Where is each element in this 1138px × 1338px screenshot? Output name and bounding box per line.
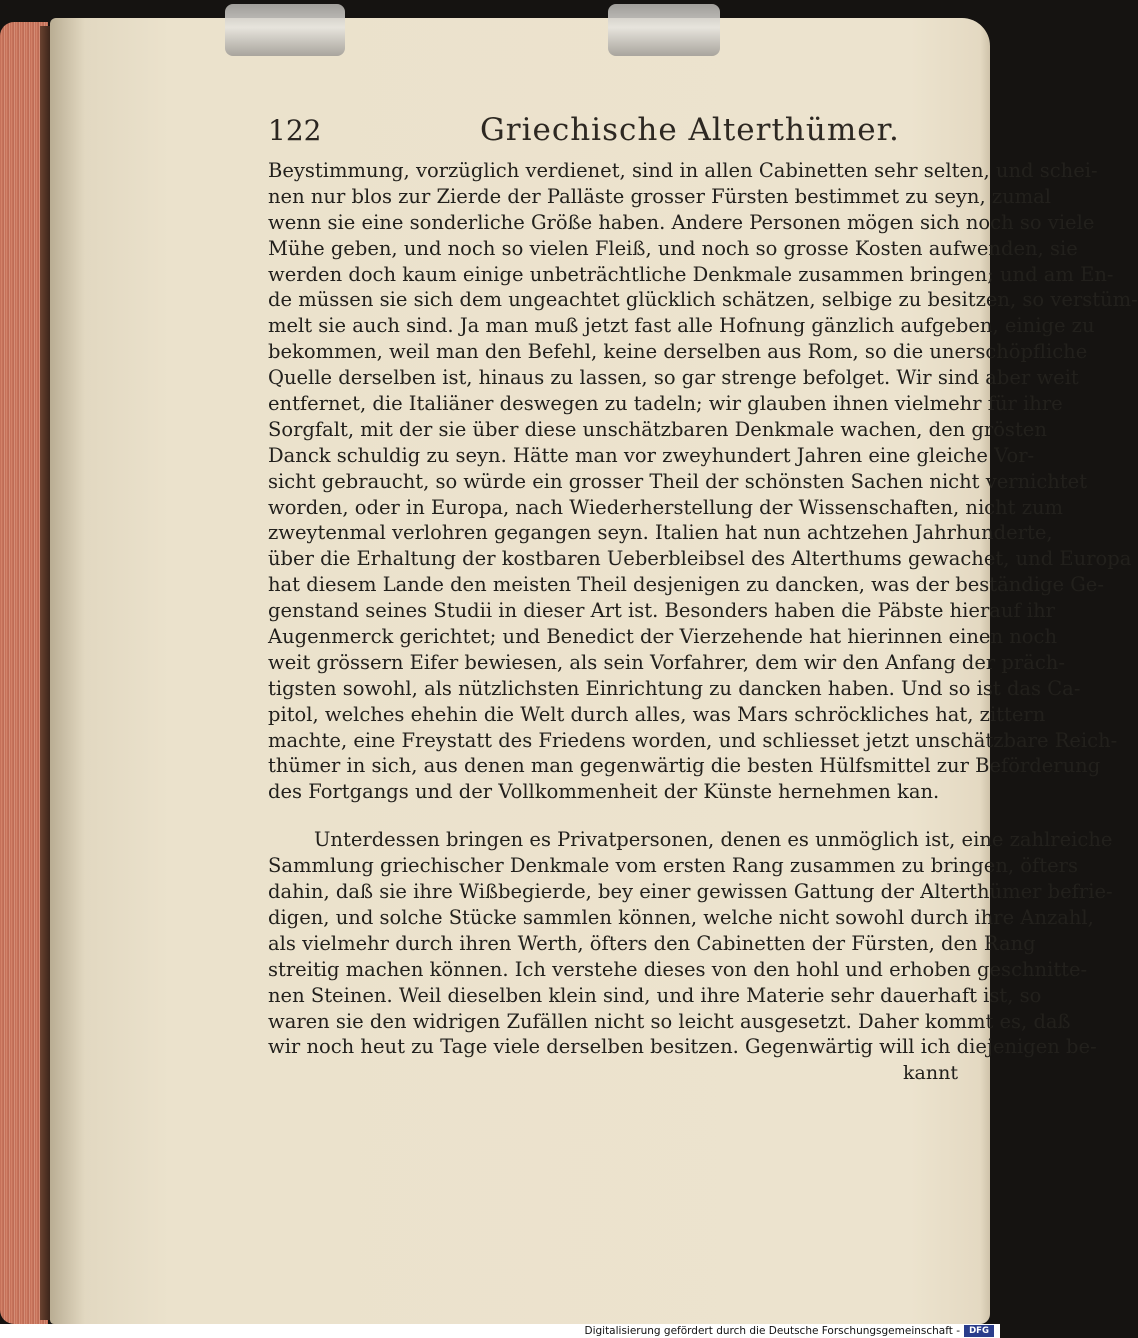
text-line: wir noch heut zu Tage viele derselben besitzen. Gegenwärtig will ich diejenigen be-: [268, 1035, 1097, 1059]
text-line: nen nur blos zur Zierde der Palläste grosser Fürsten bestimmet zu seyn, zumal: [268, 184, 1052, 208]
text-line: sicht gebraucht, so würde ein grosser Theil der schönsten Sachen nicht vernichtet: [268, 469, 1088, 493]
paragraph-2: [268, 827, 1113, 1060]
text-line: über die Erhaltung der kostbaren Ueberbleibsel des Alterthums gewachet, und Europa: [268, 547, 1132, 571]
text-line: Sammlung griechischer Denkmale vom ersten Rang zusammen zu bringen, öfters: [268, 854, 1078, 878]
text-line: Beystimmung, vorzüglich verdienet, sind in allen Cabinetten sehr selten, und schei-: [268, 159, 1098, 182]
text-line: entfernet, die Italiäner deswegen zu tadeln; wir glauben ihnen vielmehr für ihre: [268, 392, 1063, 416]
text-line: streitig machen können. Ich verstehe dieses von den hohl und erhoben geschnitte-: [268, 957, 1088, 981]
text-line: digen, und solche Stücke sammlen können, welche nicht sowohl durch ihre Anzahl,: [268, 905, 1094, 929]
text-line: zweytenmal verlohren gegangen seyn. Italien hat nun achtzehen Jahrhunderte,: [268, 521, 1053, 545]
text-line: Mühe geben, und noch so vielen Fleiß, und noch so grosse Kosten aufwenden, sie: [268, 236, 1078, 260]
text-line: genstand seines Studii in dieser Art ist. Besonders haben die Päbste hierauf ihr: [268, 599, 1055, 623]
text-line: thümer in sich, aus denen man gegenwärtig die besten Hülfsmittel zur Beförderung: [268, 754, 1101, 778]
page-body-text: [268, 158, 1138, 1086]
text-line: des Fortgangs und der Vollkommenheit der Künste hernehmen kan.: [268, 780, 940, 804]
text-line: pitol, welches ehehin die Welt durch alles, was Mars schröckliches hat, zittern: [268, 702, 1046, 726]
book-clip-right: [608, 4, 720, 56]
text-line: Danck schuldig zu seyn. Hätte man vor zweyhundert Jahren eine gleiche Vor-: [268, 443, 1035, 467]
dfg-logo-icon: DFG: [964, 1325, 994, 1337]
text-line: dahin, daß sie ihre Wißbegierde, bey einer gewissen Gattung der Alterthümer befrie-: [268, 880, 1113, 904]
text-line: weit grössern Eifer bewiesen, als sein Vorfahrer, dem wir den Anfang der präch-: [268, 650, 1065, 674]
running-head: Griechische Alterthümer.: [480, 112, 900, 148]
text-line: machte, eine Freystatt des Friedens worden, und schliesset jetzt unschätzbare Reich-: [268, 728, 1118, 752]
page-number: 122: [268, 114, 322, 147]
text-line: nen Steinen. Weil dieselben klein sind, und ihre Materie sehr dauerhaft ist, so: [268, 983, 1042, 1007]
text-line: als vielmehr durch ihren Werth, öfters den Cabinetten der Fürsten, den Rang: [268, 931, 1036, 955]
book-clip-left: [225, 4, 345, 56]
text-line: wenn sie eine sonderliche Größe haben. Andere Personen mögen sich noch so viele: [268, 210, 1095, 234]
text-line: Quelle derselben ist, hinaus zu lassen, so gar strenge befolget. Wir sind aber weit: [268, 366, 1079, 390]
text-line: werden doch kaum einige unbeträchtliche Denkmale zusammen bringen; und am En-: [268, 262, 1114, 286]
page-header: [268, 110, 958, 150]
text-line: waren sie den widrigen Zufällen nicht so leicht ausgesetzt. Daher kommt es, daß: [268, 1009, 1071, 1033]
text-line: Augenmerck gerichtet; und Benedict der Vierzehende hat hierinnen einen noch: [268, 625, 1058, 649]
text-line: Unterdessen bringen es Privatpersonen, denen es unmöglich ist, eine zahlreiche: [314, 828, 1113, 852]
digitization-footer: [0, 1324, 1000, 1338]
text-line: tigsten sowohl, als nützlichsten Einrichtung zu dancken haben. Und so ist das Ca-: [268, 676, 1081, 700]
text-line: worden, oder in Europa, nach Wiederherstellung der Wissenschaften, nicht zum: [268, 495, 1064, 519]
footer-credit-text: Digitalisierung gefördert durch die Deutsche Forschungsgemeinschaft -: [584, 1325, 960, 1337]
catchword: kannt: [903, 1062, 958, 1085]
text-line: bekommen, weil man den Befehl, keine derselben aus Rom, so die unerschöpfliche: [268, 340, 1088, 364]
text-line: melt sie auch sind. Ja man muß jetzt fast alle Hofnung gänzlich aufgeben, einige zu: [268, 314, 1095, 338]
text-line: Sorgfalt, mit der sie über diese unschätzbaren Denkmale wachen, den grösten: [268, 417, 1047, 441]
text-line: hat diesem Lande den meisten Theil desjenigen zu dancken, was der beständige Ge-: [268, 573, 1104, 597]
paragraph-1: [268, 158, 1138, 805]
paragraph-spacer: [268, 805, 958, 827]
text-line: de müssen sie sich dem ungeachtet glücklich schätzen, selbige zu besitzen, so verstüm-: [268, 288, 1138, 312]
